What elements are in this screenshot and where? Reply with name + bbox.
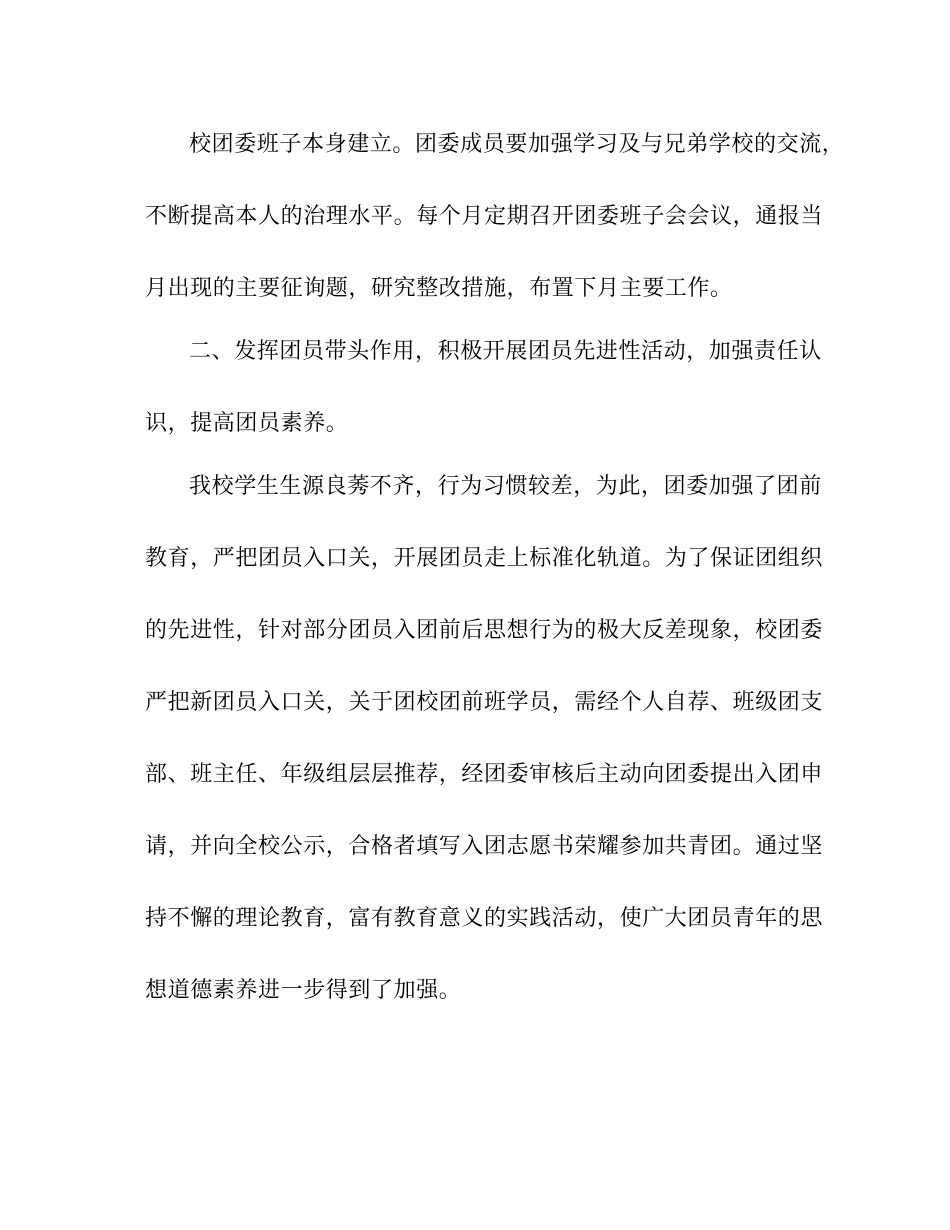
paragraph-2-line-1: 我校学生生源良莠不齐，行为习惯较差，为此，团委加强了团前 xyxy=(189,474,822,499)
section-heading-line-1: 二、发挥团员带头作用，积极开展团员先进性活动，加强责任认 xyxy=(189,339,822,364)
paragraph-2-line-8: 想道德素养进一步得到了加强。 xyxy=(145,978,462,1003)
paragraph-2-line-4: 严把新团员入口关，关于团校团前班学员，需经个人自荐、班级团支 xyxy=(145,690,824,715)
paragraph-2-line-5: 部、班主任、年级组层层推荐，经团委审核后主动向团委提出入团申 xyxy=(145,762,824,787)
paragraph-1-line-2: 不断提高本人的治理水平。每个月定期召开团委班子会会议，通报当 xyxy=(145,204,824,229)
paragraph-2-line-2: 教育，严把团员入口关，开展团员走上标准化轨道。为了保证团组织 xyxy=(145,546,824,571)
paragraph-2-line-6: 请，并向全校公示，合格者填写入团志愿书荣耀参加共青团。通过坚 xyxy=(145,834,824,859)
paragraph-2-line-3: 的先进性，针对部分团员入团前后思想行为的极大反差现象，校团委 xyxy=(145,618,824,643)
paragraph-1-line-3: 月出现的主要征询题，研究整改措施，布置下月主要工作。 xyxy=(145,276,733,301)
section-heading-line-2: 识，提高团员素养。 xyxy=(145,411,349,436)
paragraph-1-line-1: 校团委班子本身建立。团委成员要加强学习及与兄弟学校的交流， xyxy=(189,132,845,157)
paragraph-2-line-7: 持不懈的理论教育，富有教育意义的实践活动，使广大团员青年的思 xyxy=(145,906,824,931)
